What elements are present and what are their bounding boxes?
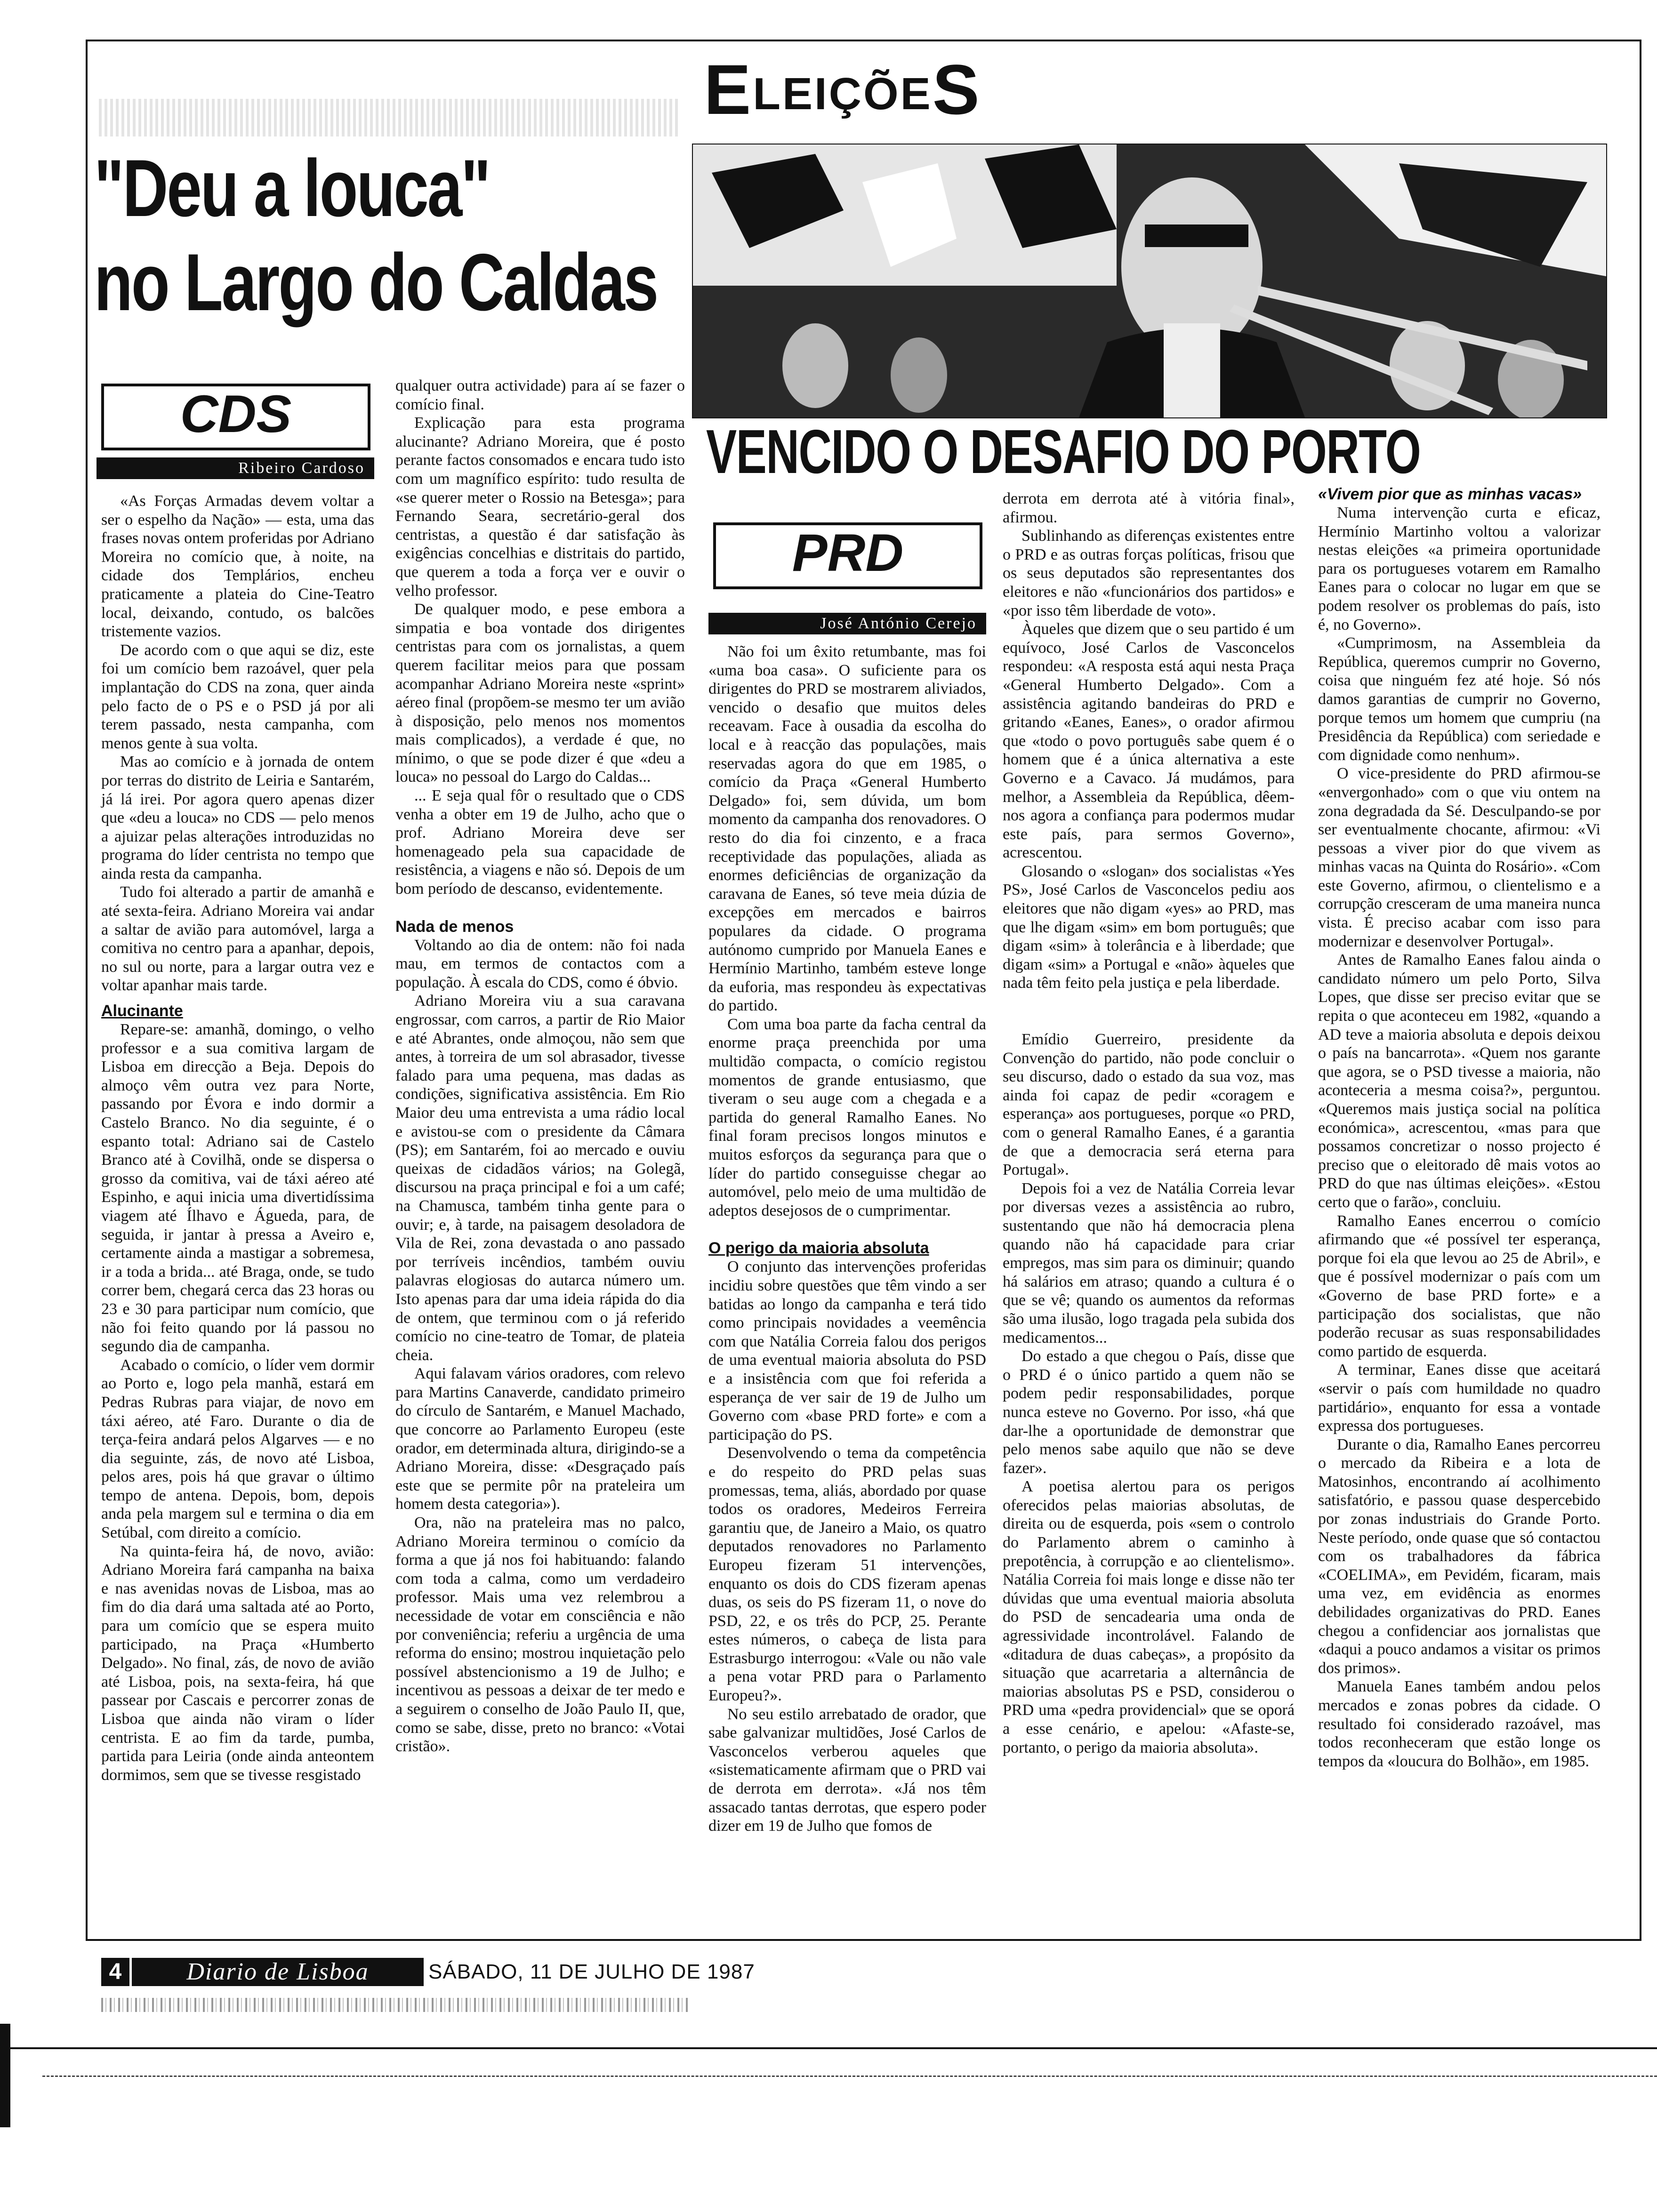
paragraph: Na quinta-feira há, de novo, avião: Adriano Moreira fará campanha na baixa e nas avenidas novas de Lisboa, mas ao fim do dia dará uma saltada até ao Porto, para um comício que se espera muito participado, na Praça «Humberto Delgado». No final, zás, de novo de avião até Lisboa, pois, na sexta-feira, há que passear por Cascais e percorrer zonas de Lisboa que ainda não viram o líder centrista. E ao fim da tarde, pumba, partida para Leiria (onde ainda anteontem dormimos, sem que se tivesse resgistado xyxy=(101,1542,374,1784)
paragraph: O vice-presidente do PRD afirmou-se «envergonhado» com o que viu ontem na zona degradada da Sé. Desculpando-se por ser eventualmente chocante, afirmou: «Vi pessoas a viver pior do que vivem as minhas vacas na Quinta do Rosário». «Com este Governo, afirmou, o clientelismo e a corrupção cresceram de uma maneira nunca vista. É preciso acabar com isso para modernizar e desenvolver Portugal». xyxy=(1318,765,1601,950)
paragraph: Numa intervenção curta e eficaz, Hermínio Martinho voltou a valorizar nestas eleições «a primeira oportunidade para os portugueses votarem em Ramalho Eanes para o colocar no lugar em que se podem resolver os problemas do país, isto é, no Governo». xyxy=(1318,504,1601,633)
prd-column-1 xyxy=(708,642,986,1835)
paragraph: Mas ao comício e à jornada de ontem por terras do distrito de Leiria e Santarém, já lá irei. Por agora quero apenas dizer que «deu a louca» no CDS — pelo menos a ajuizar pelas alterações introduzidas no programa do líder centrista no tempo que ainda resta da campanha. xyxy=(101,753,374,882)
paragraph: Voltando ao dia de ontem: não foi nada mau, em termos de contactos com a população. À escala do CDS, como é óbvio. xyxy=(395,936,685,991)
paragraph: qualquer outra actividade) para aí se fazer o comício final. xyxy=(395,377,685,413)
paragraph: O conjunto das intervenções proferidas incidiu sobre questões que têm vindo a ser batidas ao longo da campanha e terá tido como principais novidades a veemência com que Natália Correia falou dos perigos de uma eventual maioria absoluta do PSD e a insistência com que foi referida a esperança de ver sair de 19 de Julho um Governo com «base PRD forte» e com a participação do PS. xyxy=(708,1258,986,1443)
paragraph: Aqui falavam vários oradores, com relevo para Martins Canaverde, candidato primeiro do círculo de Santarém, e Manuel Machado, que concorre ao Parlamento Europeu (este orador, em determinada altura, dirigindo-se a Adriano Moreira, disse: «Desgraçado país este que se permite pôr na prateleira um homem desta categoria»). xyxy=(395,1365,685,1513)
paragraph: «As Forças Armadas devem voltar a ser o espelho da Nação» — esta, uma das frases novas ontem proferidas por Adriano Moreira no comício que, à noite, na cidade dos Templários, encheu praticamente a plateia do Cine-Teatro local, deixando, contudo, os balcões tristemente vazios. xyxy=(101,492,374,641)
paragraph: Depois foi a vez de Natália Correia levar por diversas vezes a assistência ao rubro, sustentando que não há democracia plena quando não há capacidade para criar empregos, mas sim para os diminuir; quando há salários em atraso; quando a cultura é o que se vê; quando os aumentos da reformas são uma ilusão, logo tragada pela subida dos medicamentos... xyxy=(1003,1179,1295,1346)
scan-dashed-line xyxy=(42,2076,1657,2077)
paragraph: A terminar, Eanes disse que aceitará «servir o país com humildade no quadro partidário», enquanto for essa a vontade expressa dos portugueses. xyxy=(1318,1361,1601,1435)
subheading: Nada de menos xyxy=(395,917,514,936)
section-rest: LEIÇÕE xyxy=(753,69,933,119)
cds-tag-label: CDS xyxy=(180,385,292,443)
paragraph: Acabado o comício, o líder vem dormir ao Porto e, logo pela manhã, estará em Pedras Rubras para viajar, de novo em táxi aéreo, até Faro. Durante o dia de terça-feira andará pelos Algarves — e no dia seguinte, zás, de novo até Lisboa, pelos ares, pois há que gravar o último tempo de antena. Depois, bom, depois anda pela margem sul e termina o dia em Setúbal, com direito a comício. xyxy=(101,1356,374,1542)
paragraph: Ramalho Eanes encerrou o comício afirmando que «é possível ter esperança, porque foi ela que levou ao 25 de Abril», e que é possível modernizar o país com um «Governo de base PRD forte» e a participação dos socialistas, que não poderão recusar as suas responsabilidades como partido de esquerda. xyxy=(1318,1212,1601,1360)
paragraph: Emídio Guerreiro, presidente da Convenção do partido, não pode concluir o seu discurso, dado o estado da sua voz, mas ainda foi capaz de pedir «coragem e esperança» aos portugueses, porque «o PRD, com o general Ramalho Eanes, é a garantia de que a democracia será eterna para Portugal». xyxy=(1003,1031,1295,1179)
headline-line2: no Largo do Caldas xyxy=(94,237,658,328)
prd-byline: José António Cerejo xyxy=(708,613,986,634)
paragraph: Tudo foi alterado a partir de amanhã e até sexta-feira. Adriano Moreira vai andar a saltar de avião para automóvel, larga a comitiva no centro para a apanhar, depois, no sul ou norte, para a largar outra vez e voltar apanhar mais tarde. xyxy=(101,883,374,994)
section-prefix: E xyxy=(704,50,753,129)
cds-tag xyxy=(101,384,370,450)
paragraph: «Cumprimosm, na Assembleia da República, queremos cumprir no Governo, coisa que ninguém fez até hoje. Só nós damos garantias de cumprir no Governo, porque temos um homem que cumpriu (na Presidência da República) com seriedade e com dignidade como nenhum». xyxy=(1318,634,1601,764)
paragraph: Àqueles que dizem que o seu partido é um equívoco, José Carlos de Vasconcelos respondeu: «A resposta está aqui nesta Praça «General Humberto Delgado». Com a assistência agitando bandeiras do PRD e gritando «Eanes, Eanes», o orador afirmou que «todo o povo português sabe quem é o homem que é a única alternativa a este Governo e a Cavaco. Já mudámos, para melhor, a Assembleia da República, dêem-nos agora a confiança para podermos mudar este país, para sermos Governo», acrescentou. xyxy=(1003,620,1295,862)
prd-column-2 xyxy=(1003,489,1295,1757)
paragraph: De acordo com o que aqui se diz, este foi um comício bem razoável, quer pela implantação do CDS na zona, quer ainda pelo facto de o PS e o PSD já por ali terem passado, nesta campanha, com menos gente à sua volta. xyxy=(101,641,374,752)
paragraph: Durante o dia, Ramalho Eanes percorreu o mercado da Ribeira e a lota de Matosinhos, encontrando aí acolhimento satisfatório, e passou quase despercebido por zonas industriais do Grande Porto. Neste período, onde quase que só contactou com os trabalhadores da fábrica «COELIMA», em Pevidém, ficaram, mais uma vez, em evidência as enormes debilidades organizativas do PRD. Eanes chegou a confidenciar aos jornalistas que «daqui a pouco andamos a visitar os primos dos primos». xyxy=(1318,1435,1601,1677)
header-band xyxy=(99,99,678,136)
paragraph: De qualquer modo, e pese embora a simpatia e boa vontade dos dirigentes centristas para com os jornalistas, a quem querem facilitar meios para que possam acompanhar Adriano Moreira neste «sprint» aéreo final (propõem-se mesmo ter um avião à disposição, pelo menos nos momentos mais complicados), a verdade é que, no mínimo, o que se pode dizer é que «deu a louca» no pessoal do Largo do Caldas... xyxy=(395,601,685,786)
paragraph: Glosando o «slogan» dos socialistas «Yes PS», José Carlos de Vasconcelos pediu aos eleitores que não digam «yes» ao PRD, mas que lhe digam «sim» em bom português; que digam «sim» à tolerância e à liberdade; que digam «sim» a Portugal e «não» àqueles que nada têm feito pela justiça e pela liberdade. xyxy=(1003,862,1295,992)
scan-margin-mark xyxy=(0,2024,10,2127)
paragraph: Antes de Ramalho Eanes falou ainda o candidato número um pelo Porto, Silva Lopes, que disse ser preciso evitar que se repita o que aconteceu em 1982, «quando a AD teve a maioria absoluta e depois deixou o país na bancarrota». «Quem nos garante que agora, se o PSD tivesse a maioria, não aconteceria a mesma coisa?», perguntou. «Queremos mais justiça social na política económica», acrescentou, «mas para que possamos concretizar o nosso projecto é preciso que o eleitorado dê mais votos ao PRD do que nas últimas eleições». «Estou certo que o farão», concluiu. xyxy=(1318,951,1601,1211)
paragraph: No seu estilo arrebatado de orador, que sabe galvanizar multidões, José Carlos de Vasconcelos verberou aqueles que «sistematicamente afirmam que o PRD vai de derrota em derrota». «Já nos têm assacado tantas derrotas, que espero poder dizer em 19 de Julho que fomos de xyxy=(708,1705,986,1835)
paragraph: Não foi um êxito retumbante, mas foi «uma boa casa». O suficiente para os dirigentes do PRD se mostrarem aliviados, vencido o desafio que muitos deles receavam. Face à ousadia da escolha do local e à reacção das populações, mais reservadas agora do que em 1985, o comício da Praça «General Humberto Delgado» foi, sem dúvida, um bom momento da campanha dos renovadores. O resto do dia foi cinzento, e a fraca receptividade das populações, aliada as enormes deficiências de organização da caravana de Eanes, só teve meia dúzia de excepções em mercados e bairros populares da cidade. O programa autónomo cumprido por Manuela Eanes e Hermínio Martinho, também esteve longe da euforia, mas respondeu às expectativas do partido. xyxy=(708,643,986,1015)
section-header xyxy=(701,50,984,129)
paragraph: Desenvolvendo o tema da competência e do respeito do PRD pelas suas promessas, tema, aliás, abordado por quase todos os oradores, Medeiros Ferreira garantiu que, de Janeiro a Maio, os quatro deputados renovadores no Parlamento Europeu fizeram 51 intervenções, enquanto os dois do CDS fizeram apenas duas, os seis do PS fizeram 11, o nove do PSD, 22, e os três do PCP, 25. Perante estes números, o cabeça de lista para Estrasburgo interrogou: «Vale ou não vale a pena votar PRD para o Parlamento Europeu?». xyxy=(708,1444,986,1705)
scan-noise xyxy=(101,1998,690,2012)
scan-edge-line xyxy=(0,2047,1657,2049)
main-headline xyxy=(94,141,658,329)
subheading: «Vivem pior que as minhas vacas» xyxy=(1318,485,1582,503)
paragraph: Sublinhando as diferenças existentes entre o PRD e as outras forças políticas, frisou que os seus deputados são representantes dos eleitores e não «funcionários dos partidos» e «por isso têm liberdade de voto». xyxy=(1003,527,1295,619)
cds-byline: Ribeiro Cardoso xyxy=(97,457,374,479)
paragraph: Repare-se: amanhã, domingo, o velho professor e a sua comitiva largam de Lisboa em direcção a Beja. Depois do almoço vêm outra vez para Norte, passando por Évora e indo dormir a Castelo Branco. No dia seguinte, é o espanto total: Adriano sai de Castelo Branco até à Covilhã, onde se dispersa o grosso da comitiva, vai de táxi aéreo até Espinho, e aqui inicia uma divertidíssima viagem até Ílhavo e Águeda, para, de seguida, ir jantar à pressa a Aveiro e, certamente ainda a mastigar a sobremesa, ir a toda a brida... até Braga, onde, se tudo correr bem, chegará cerca das 23 horas ou 23 e 30 para participar num comício, que não foi feito quando por lá passou no segundo dia de campanha. xyxy=(101,1021,374,1355)
paragraph: Adriano Moreira viu a sua caravana engrossar, com carros, a partir de Rio Maior e até Abrantes, onde almoçou, não sem que antes, à torreira de um sol abrasador, tivesse falado para uma pequena, mas dadas as condições, significativa assistência. Em Rio Maior deu uma entrevista a uma rádio local e avistou-se com o presidente da Câmara (PS); em Santarém, foi ao mercado e ouviu queixas de cidadãos vários; na Golegã, discursou na praça principal e foi a um café; na Chamusca, também tinha gente para o ouvir; e, à tarde, na paisagem desoladora de Vila de Rei, zona devastada o ano passado por terríveis incêndios, também ouviu palavras elogiosas do autarca número um. Isto apenas para dar uma ideia rápida do dia de ontem, que terminou com o já referido comício no cine-teatro de Tomar, de plateia cheia. xyxy=(395,992,685,1364)
prd-headline: VENCIDO O DESAFIO DO PORTO xyxy=(706,417,1421,486)
subheading: Alucinante xyxy=(101,1002,183,1020)
cds-column-1 xyxy=(101,492,374,1784)
eanes-photo xyxy=(692,144,1607,418)
paragraph: A poetisa alertou para os perigos oferecidos pelas maiorias absolutas, de direita ou de esquerda, pois «sem o controlo do Parlamento abrem o caminho à prepotência, à corrupção e ao clientelismo». Natália Correia foi mais longe e disse não ter dúvidas que uma eventual maioria absoluta do PSD de sencadearia uma onda de agressividade incontrolável. Falando de «ditadura de duas cabeças», a propósito da situação que acarretaria a alternância de maiorias absolutas PS e PSD, considerou o PRD uma «pedra providencial» que se oporá a esse cenário, e apelou: «Afaste-se, portanto, o perigo da maioria absoluta». xyxy=(1003,1478,1295,1756)
prd-tag-label: PRD xyxy=(792,523,904,582)
section-suffix: S xyxy=(932,50,981,129)
newspaper-masthead: Diario de Lisboa xyxy=(132,1958,424,1986)
paragraph: Explicação para esta programa alucinante? Adriano Moreira, que é posto perante factos consomados e encara tudo isto com um magnífico espírito: tudo resulta de «se querer meter o Rossio na Betesga»; para Fernando Seara, secretário-geral dos centristas, a questão é dar satisfação às exigências concelhias e distritais do partido, que querem a toda a força ver e ouvir o velho professor. xyxy=(395,414,685,600)
prd-tag xyxy=(713,522,982,589)
subheading: O perigo da maioria absoluta xyxy=(708,1239,929,1258)
page-number: 4 xyxy=(101,1958,129,1986)
issue-date: SÁBADO, 11 DE JULHO DE 1987 xyxy=(428,1960,755,1983)
paragraph: ... E seja qual fôr o resultado que o CDS venha a obter em 19 de Julho, acho que o prof. Adriano Moreira deve ser homenageado pela sua capacidade de resistência, a viagens e não só. Depois de um bom período de descanso, evidentemente. xyxy=(395,787,685,898)
cds-column-2 xyxy=(395,377,685,1756)
paragraph: Manuela Eanes também andou pelos mercados e zonas pobres da cidade. O resultado foi considerado razoável, mas todos reconheceram que estão longe os tempos da «loucura do Bolhão», em 1985. xyxy=(1318,1678,1601,1770)
paragraph: Ora, não na prateleira mas no palco, Adriano Moreira terminou o comício da forma a que já nos foi habituando: falando com toda a calma, como um verdadeiro professor. Mais uma vez relembrou a necessidade de votar em consciência e não por conveniência; referiu a urgência de uma reforma do ensino; mostrou inquietação pelo possível abstencionismo a 19 de Julho; e incentivou as pessoas a deixar de ter medo e a seguirem o conselho de João Paulo II, que, como se sabe, disse, preto no branco: «Votai cristão». xyxy=(395,1514,685,1755)
prd-column-3 xyxy=(1318,485,1601,1771)
paragraph: Com uma boa parte da facha central da enorme praça preenchida por uma multidão compacta, o comício registou momentos de grande entusiasmo, que tiveram o seu auge com a chegada e a partida do general Ramalho Eanes. No final foram precisos longos minutos e muitos esforços da segurança para que o líder do partido conseguisse chegar ao automóvel, pelo meio de uma multidão de adeptos desejosos de o cumprimentar. xyxy=(708,1015,986,1219)
headline-line1: "Deu a louca" xyxy=(94,143,490,233)
paragraph: derrota em derrota até à vitória final», afirmou. xyxy=(1003,490,1295,526)
paragraph: Do estado a que chegou o País, disse que o PRD é o único partido a quem não se podem pedir responsabilidades, porque nunca esteve no Governo. Por isso, «há que dar-lhe a oportunidade de demonstrar que pelo menos sabe aquilo que não se deve fazer». xyxy=(1003,1347,1295,1477)
